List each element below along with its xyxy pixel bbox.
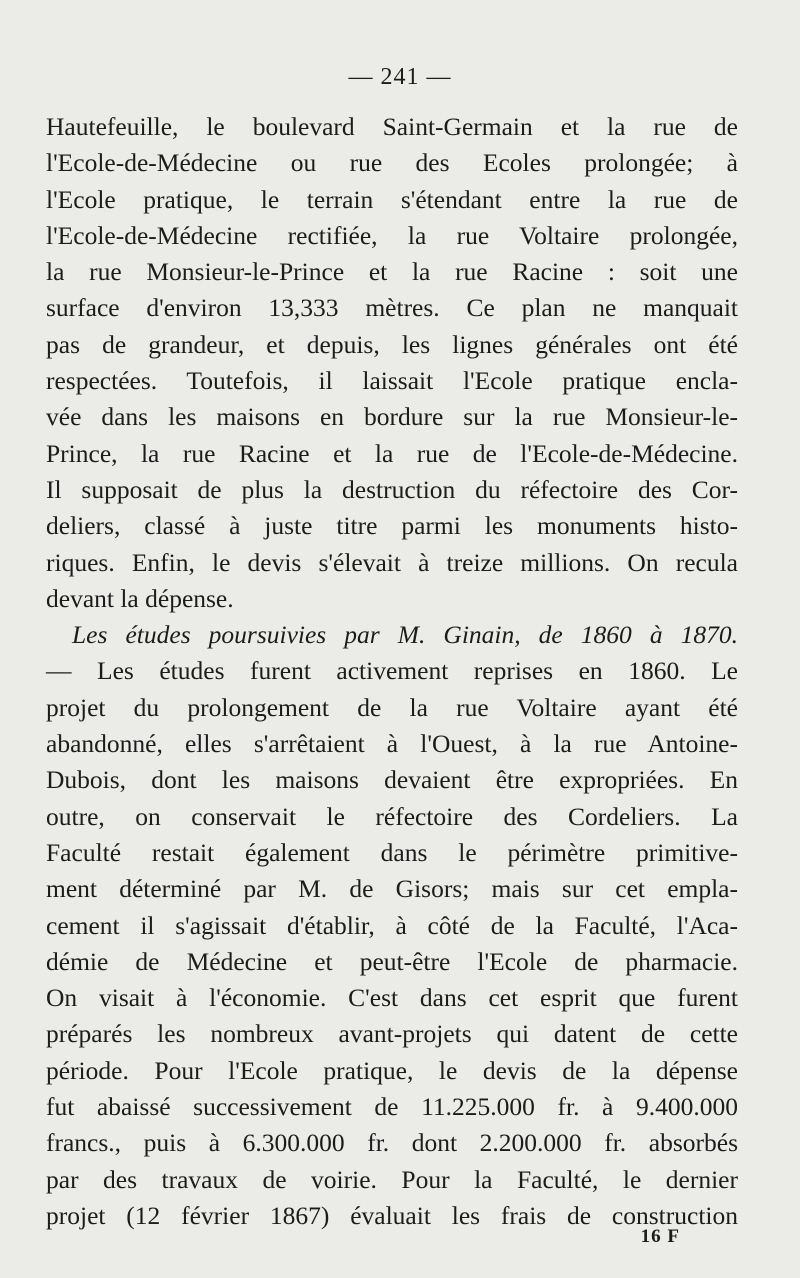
- text-line: deliers, classé à juste titre parmi les monuments histo-: [46, 511, 738, 541]
- text-line: — Les études furent activement reprises en 1860. Le: [46, 656, 738, 686]
- text-line: pas de grandeur, et depuis, les lignes générales ont été: [46, 329, 738, 359]
- text-line: l'Ecole-de-Médecine rectifiée, la rue Voltaire prolongée,: [46, 220, 738, 250]
- text-line: Il supposait de plus la destruction du réfectoire des Cor-: [46, 474, 738, 504]
- text-line: surface d'environ 13,333 mètres. Ce plan ne manquait: [46, 293, 738, 323]
- text-line: l'Ecole pratique, le terrain s'étendant entre la rue de: [46, 184, 738, 214]
- section-heading: Les études poursuivies par M. Ginain, de 1860 à 1870.: [72, 620, 738, 650]
- text-line: francs., puis à 6.300.000 fr. dont 2.200.000 fr. absorbés: [46, 1128, 738, 1158]
- signature-mark: 16 F: [640, 1226, 680, 1247]
- text-line: démie de Médecine et peut-être l'Ecole de pharmacie.: [46, 946, 738, 976]
- text-line: outre, on conservait le réfectoire des Cordeliers. La: [46, 801, 738, 831]
- body-text: [46, 109, 738, 1234]
- text-line: l'Ecole-de-Médecine ou rue des Ecoles prolongée; à: [46, 148, 738, 178]
- page-number: — 241 —: [348, 64, 452, 90]
- text-line: préparés les nombreux avant-projets qui datent de cette: [46, 1019, 738, 1049]
- text-line: par des travaux de voirie. Pour la Faculté, le dernier: [46, 1164, 738, 1194]
- text-line: abandonné, elles s'arrêtaient à l'Ouest, à la rue Antoine-: [46, 729, 738, 759]
- text-line: Faculté restait également dans le périmètre primitive-: [46, 837, 738, 867]
- text-line: période. Pour l'Ecole pratique, le devis de la dépense: [46, 1055, 738, 1085]
- text-line: projet (12 février 1867) évaluait les frais de construction: [46, 1200, 738, 1230]
- text-line: vée dans les maisons en bordure sur la rue Monsieur-le-: [46, 402, 738, 432]
- text-line: Hautefeuille, le boulevard Saint-Germain et la rue de: [46, 112, 738, 141]
- text-line: On visait à l'économie. C'est dans cet esprit que furent: [46, 983, 738, 1013]
- text-line: cement il s'agissait d'établir, à côté de la Faculté, l'Aca-: [46, 910, 738, 940]
- text-line: riques. Enfin, le devis s'élevait à treize millions. On recula: [46, 547, 738, 577]
- text-line: devant la dépense.: [46, 583, 234, 613]
- text-line: Prince, la rue Racine et la rue de l'Ecole-de-Médecine.: [46, 438, 738, 468]
- text-line: Dubois, dont les maisons devaient être expropriées. En: [46, 765, 738, 795]
- text-line: la rue Monsieur-le-Prince et la rue Racine : soit une: [46, 257, 738, 287]
- text-line: respectées. Toutefois, il laissait l'Ecole pratique encla-: [46, 366, 738, 396]
- text-line: ment déterminé par M. de Gisors; mais sur cet empla-: [46, 874, 738, 904]
- text-line: fut abaissé successivement de 11.225.000 fr. à 9.400.000: [46, 1092, 738, 1122]
- text-line: projet du prolongement de la rue Voltaire ayant été: [46, 692, 738, 722]
